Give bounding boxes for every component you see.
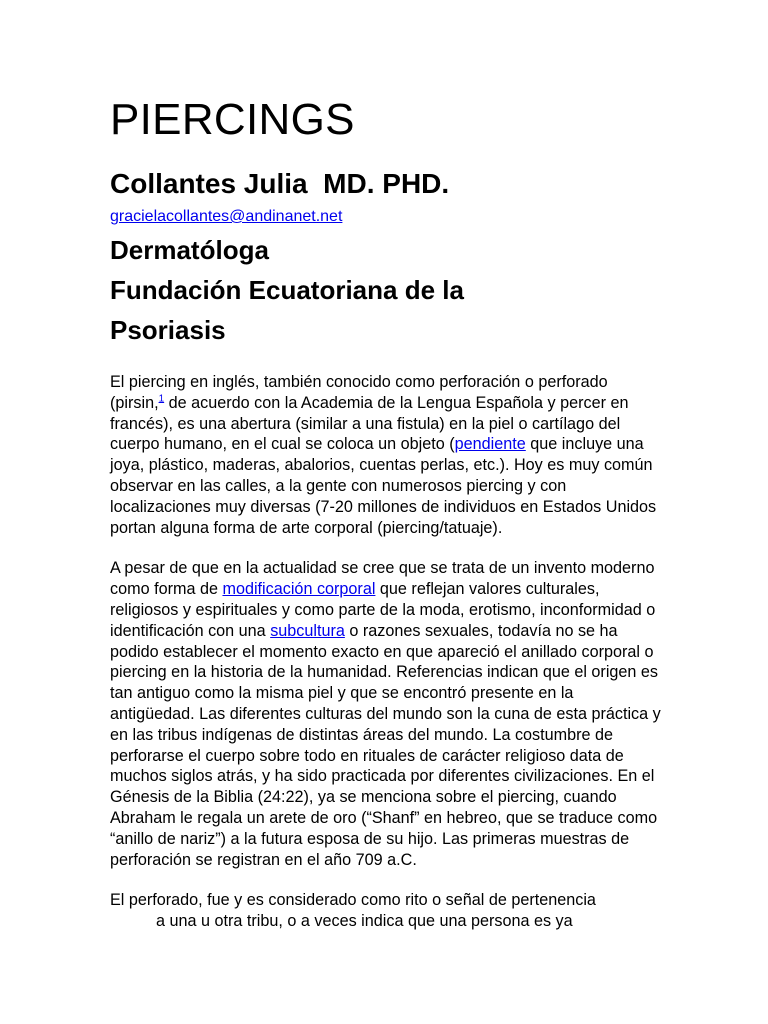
link-modificacion-corporal[interactable]: modificación corporal bbox=[222, 580, 376, 599]
document-body bbox=[110, 372, 662, 932]
paragraph-1: El piercing en inglés, también conocido como perforación o perforado (pirsin,$^1$ de acuerdo con la Academia de la Lengua Española y percer en francés), es una abertura (similar a una fistula) en la piel o cartílago del cuerpo humano, en el cual se coloca un objeto (pendiente que incluye una joya, plástico, maderas, abalorios, cuentas perlas, etc.). Hoy es muy común observar en las calles, a la gente con numerosos piercing y con localizaciones muy diversas (7-20 millones de individuos en Estados Unidos portan alguna forma de arte corporal (piercing/tatuaje). bbox=[110, 373, 657, 537]
author-specialty: Dermatóloga bbox=[110, 235, 269, 265]
author-name: Collantes Julia MD. PHD. bbox=[110, 168, 450, 199]
paragraph-3-line-2: a una u otra tribu, o a veces indica que una persona es ya bbox=[156, 912, 573, 931]
author-email-link[interactable]: gracielacollantes@andinanet.net bbox=[110, 208, 343, 225]
author-institution: Fundación Ecuatoriana de la Psoriasis bbox=[110, 275, 464, 345]
paragraph-2: A pesar de que en la actualidad se cree que se trata de un invento moderno como forma de modificación corporal que reflejan valores culturales, religiosos y espirituales y como parte de la moda, erotismo, inconformidad o identificación con una subcultura o razones sexuales, todavía no se ha podido establecer el momento exacto en que apareció el anillado corporal o piercing en la historia de la humanidad. Referencias indican que el origen es tan antiguo como la misma piel y que se encontró presente en la antigüedad. Las diferentes culturas del mundo son la cuna de esta práctica y en las tribus indígenas de distintas áreas del mundo. La costumbre de perforarse el cuerpo sobre todo en rituales de carácter religioso data de muchos siglos atrás, y ha sido practicada por diferentes civilizaciones. En el Génesis de la Biblia (24:22), ya se menciona sobre el piercing, cuando Abraham le regala un arete de oro (“Shanf” en hebreo, que se traduce como “anillo de nariz”) a la futura esposa de su hijo. Las primeras muestras de perforación se registran en el año 709 a.C. bbox=[110, 559, 661, 869]
author-affiliation bbox=[110, 230, 580, 350]
document-title: PIERCINGS bbox=[110, 95, 355, 144]
link-subcultura[interactable]: subcultura bbox=[270, 621, 345, 640]
link-pendiente[interactable]: pendiente bbox=[454, 435, 526, 454]
paragraph-3 bbox=[110, 890, 662, 932]
paragraph-3-line-1: El perforado, fue y es considerado como rito o señal de pertenencia bbox=[110, 891, 596, 910]
footnote-link[interactable]: 1 bbox=[158, 393, 165, 405]
